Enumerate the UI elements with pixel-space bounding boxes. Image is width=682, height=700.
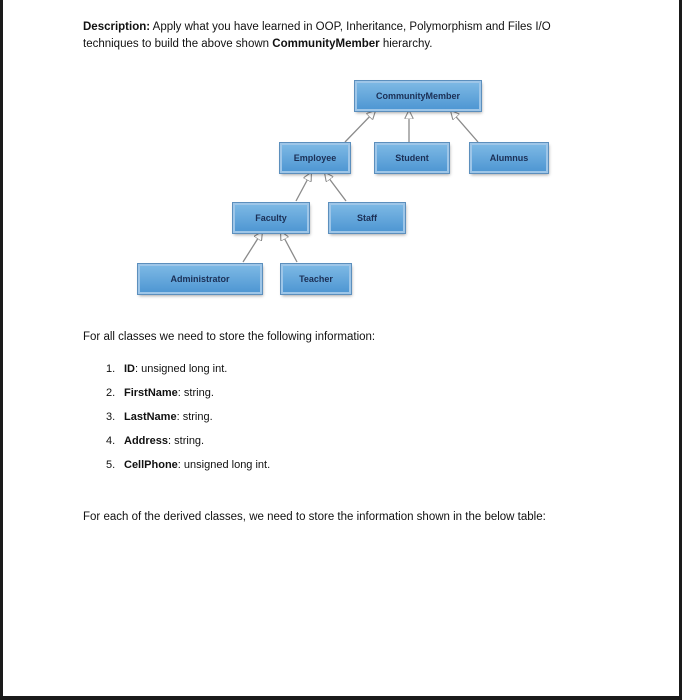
list-number: 1. xyxy=(106,363,116,375)
list-number: 4. xyxy=(106,435,116,447)
list-number: 5. xyxy=(106,459,116,471)
description-text-end: hierarchy. xyxy=(382,38,433,50)
list-item: 3. LastName: string. xyxy=(106,411,213,423)
arrow-employee-to-communitymember xyxy=(345,111,375,142)
field-name: CellPhone xyxy=(124,459,178,471)
list-item: 4. Address: string. xyxy=(106,435,205,447)
list-item: 5. CellPhone: unsigned long int. xyxy=(106,459,271,471)
field-name: ID xyxy=(124,363,135,375)
arrow-faculty-to-employee xyxy=(296,173,311,201)
list-number: 3. xyxy=(106,411,116,423)
node-student: Student xyxy=(375,143,449,173)
field-type: unsigned long int. xyxy=(183,459,271,471)
node-teacher: Teacher xyxy=(281,264,351,294)
field-type: string. xyxy=(182,411,213,423)
arrow-teacher-to-faculty xyxy=(281,232,297,262)
node-staff: Staff xyxy=(329,203,405,233)
description-text: Apply what you have learned in OOP, Inheritance, Polymorphism and Files I/O techniques to build the above shown xyxy=(83,21,551,50)
arrow-alumnus-to-communitymember xyxy=(451,111,478,142)
fields-list xyxy=(106,362,270,482)
field-name: LastName xyxy=(124,411,177,423)
description-bold-term: CommunityMember xyxy=(272,38,380,50)
field-type: string. xyxy=(183,387,214,399)
node-communitymember: CommunityMember xyxy=(355,81,481,111)
field-type: unsigned long int. xyxy=(141,363,228,375)
document-page xyxy=(3,0,679,696)
field-type: string. xyxy=(174,435,205,447)
class-hierarchy-diagram xyxy=(3,0,679,310)
field-name: Address xyxy=(124,435,169,447)
field-name: FirstName xyxy=(124,387,178,399)
node-administrator: Administrator xyxy=(138,264,262,294)
list-item: 2. FirstName: string. xyxy=(106,387,214,399)
fields-intro: For all classes we need to store the following information: xyxy=(83,331,376,343)
description-label: Description: xyxy=(83,21,151,33)
list-item: 1. ID: unsigned long int. xyxy=(106,363,228,375)
derived-classes-note: For each of the derived classes, we need to store the information shown in the below table: xyxy=(83,511,546,523)
list-number: 2. xyxy=(106,387,116,399)
arrow-administrator-to-faculty xyxy=(243,232,262,262)
node-alumnus: Alumnus xyxy=(470,143,548,173)
node-faculty: Faculty xyxy=(233,203,309,233)
node-employee: Employee xyxy=(280,143,350,173)
arrow-staff-to-employee xyxy=(325,173,346,201)
